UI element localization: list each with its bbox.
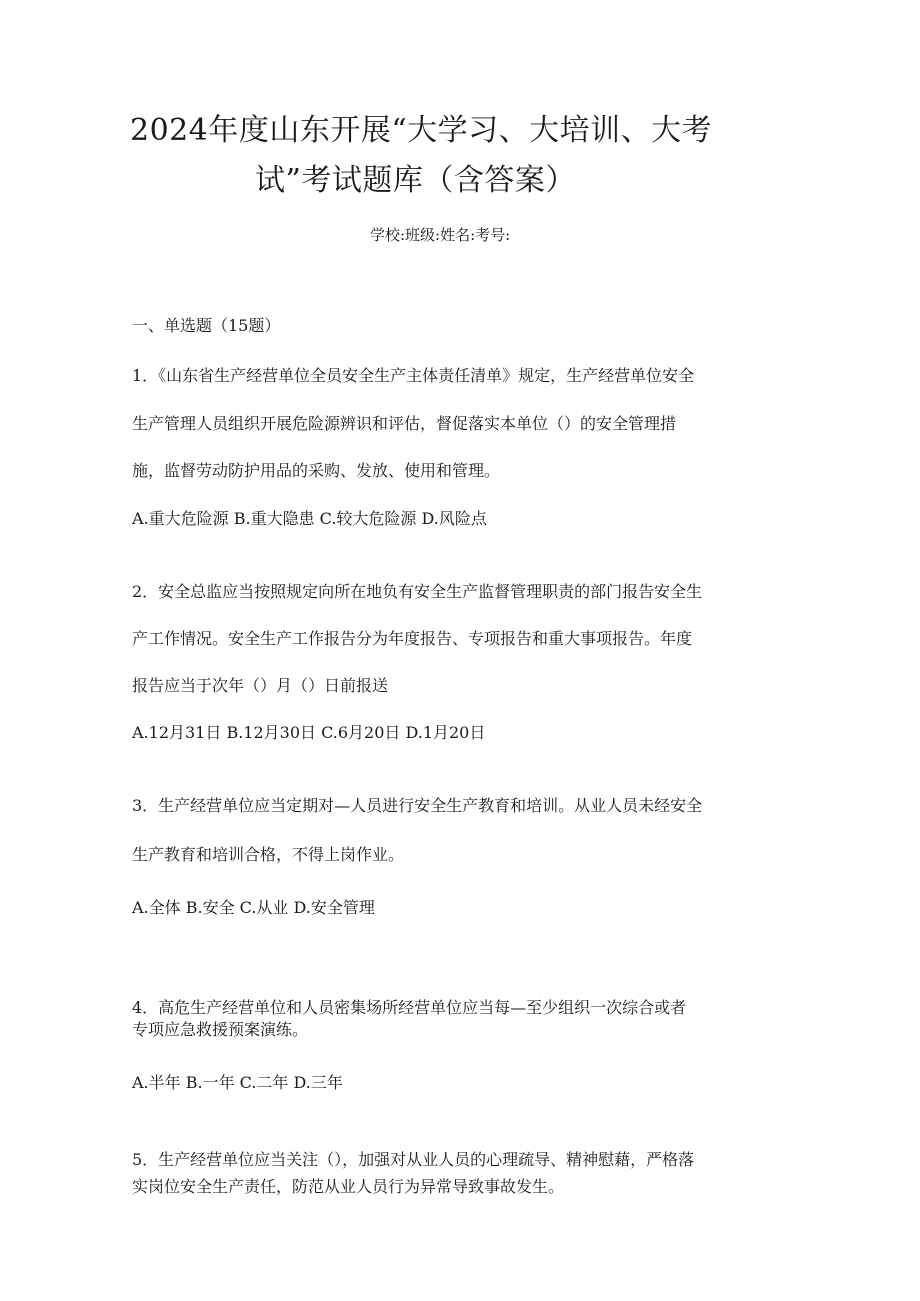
question-1-line-2: 生产管理人员组织开展危险源辨识和评估，督促落实本单位（）的安全管理措: [132, 414, 677, 433]
question-3-line-2: 生产教育和培训合格，不得上岗作业。: [132, 845, 405, 864]
question-2-line-1: 2．安全总监应当按照规定向所在地负有安全生产监督管理职责的部门报告安全生: [132, 582, 703, 601]
question-1-line-3: 施，监督劳动防护用品的采购、发放、使用和管理。: [132, 461, 501, 480]
document-title-line-1: 2024年度山东开展“大学习、大培训、大考: [130, 113, 713, 148]
question-5-line-2: 实岗位安全生产责任，防范从业人员行为异常导致事故发生。: [132, 1177, 565, 1196]
question-3-options: A.全体 B.安全 C.从业 D.安全管理: [132, 898, 375, 917]
question-1-options: A.重大危险源 B.重大隐患 C.较大危险源 D.风险点: [132, 509, 487, 528]
question-2-line-3: 报告应当于次年（）月（）日前报送: [132, 676, 389, 695]
question-5-line-1: 5．生产经营单位应当关注（），加强对从业人员的心理疏导、精神慰藉，严格落: [132, 1150, 695, 1169]
student-info-line: 学校:班级:姓名:考号:: [370, 226, 511, 244]
section-heading: 一、单选题（15题）: [132, 316, 281, 335]
question-2-options: A.12月31日 B.12月30日 C.6月20日 D.1月20日: [132, 723, 486, 742]
question-4-options: A.半年 B.一年 C.二年 D.三年: [132, 1073, 343, 1092]
question-1-line-1: 1．《山东省生产经营单位全员安全生产主体责任清单》规定，生产经营单位安全: [132, 366, 695, 385]
question-4-line-2: 专项应急救援预案演练。: [132, 1020, 309, 1039]
document-title-line-2: 试”考试题库（含答案）: [255, 163, 576, 198]
question-3-line-1: 3．生产经营单位应当定期对—人员进行安全生产教育和培训。从业人员未经安全: [132, 796, 703, 815]
question-4-line-1: 4．高危生产经营单位和人员密集场所经营单位应当每—至少组织一次综合或者: [132, 998, 687, 1017]
question-2-line-2: 产工作情况。安全生产工作报告分为年度报告、专项报告和重大事项报告。年度: [132, 629, 693, 648]
